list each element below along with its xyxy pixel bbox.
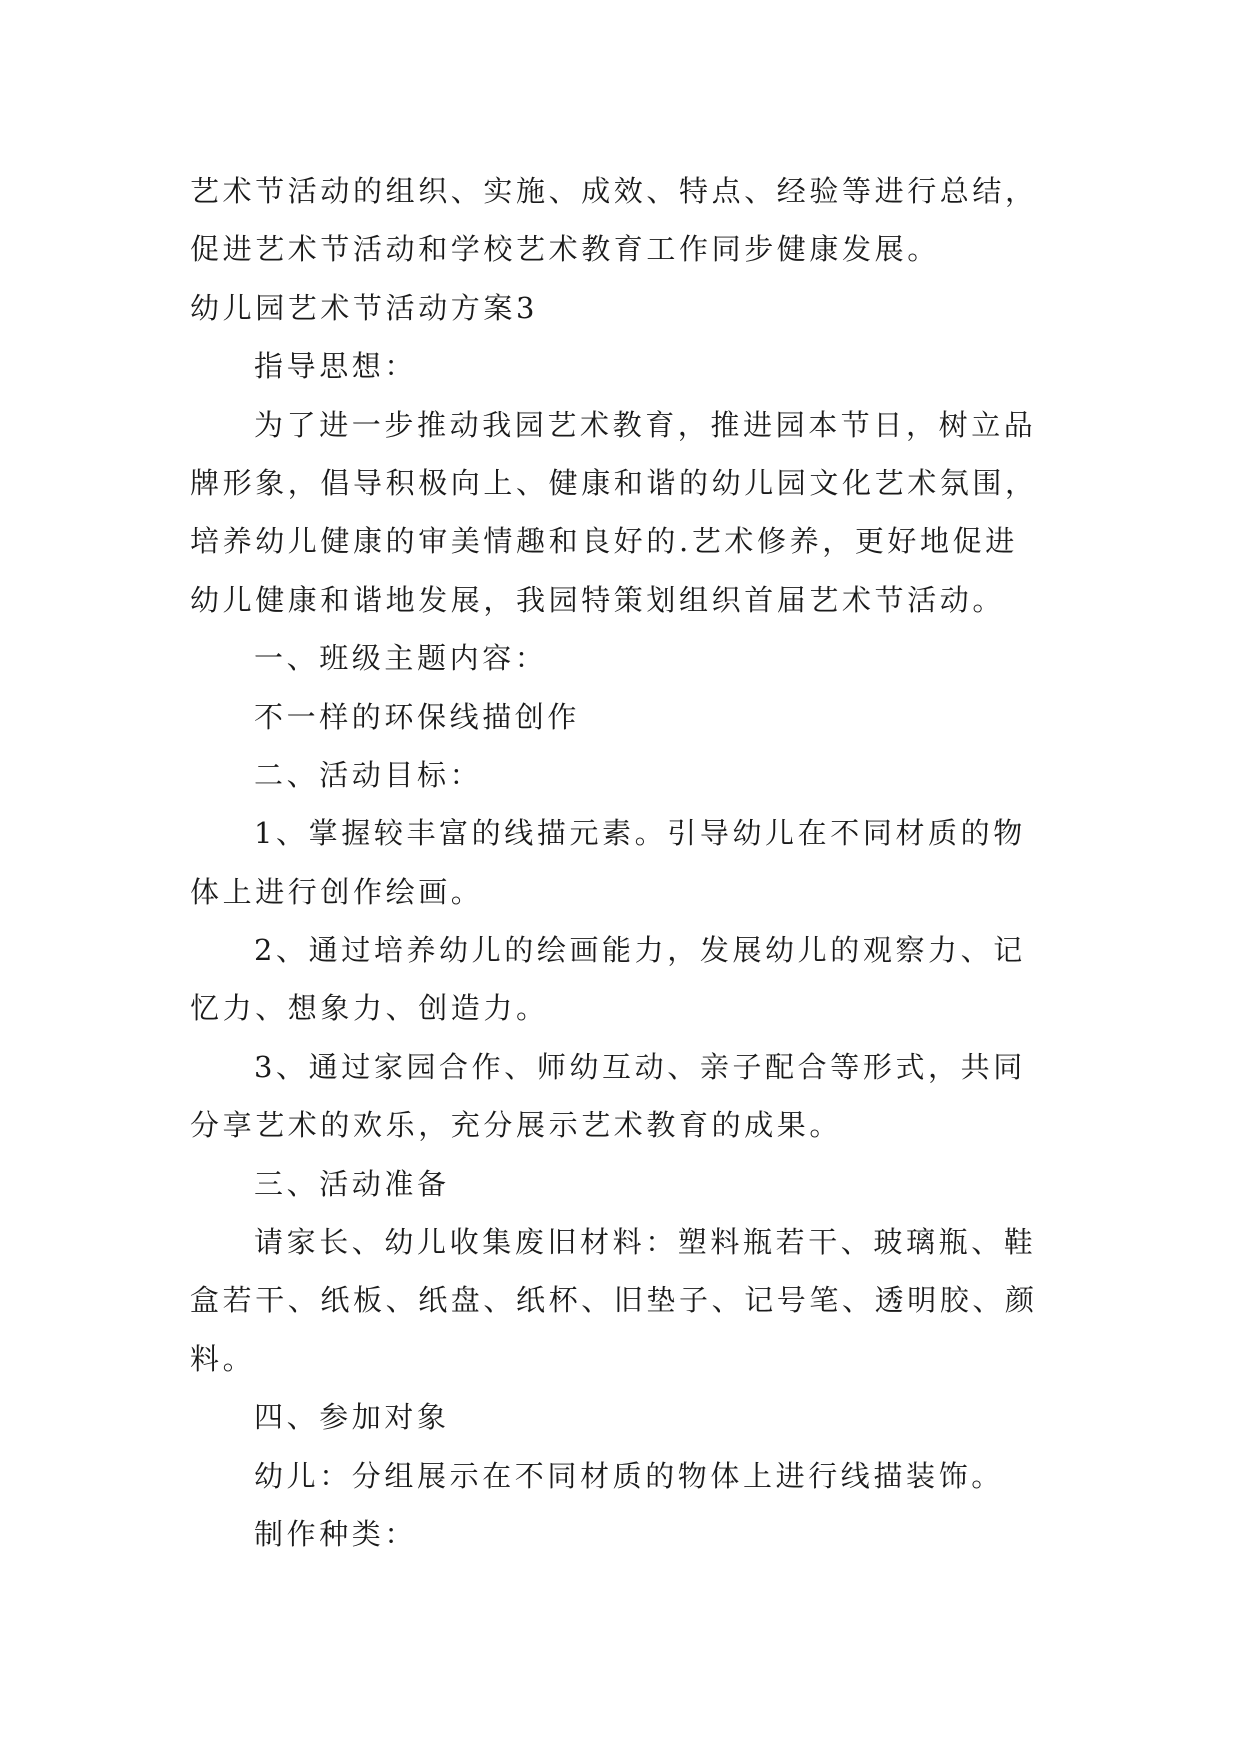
heading-guiding-thought: 指导思想：	[254, 349, 418, 384]
list-item-line: 体上进行创作绘画。	[190, 874, 484, 909]
heading-class-theme: 一、班级主题内容：	[254, 641, 548, 676]
section-title: 幼儿园艺术节活动方案3	[190, 290, 539, 325]
document-body	[190, 162, 1060, 1563]
list-item-line: 2、通过培养幼儿的绘画能力，发展幼儿的观察力、记	[254, 933, 1026, 968]
paragraph-line: 培养幼儿健康的审美情趣和良好的.艺术修养，更好地促进	[190, 524, 1018, 559]
paragraph-line: 为了进一步推动我园艺术教育，推进园本节日，树立品	[254, 407, 1037, 442]
paragraph-line: 不一样的环保线描创作	[254, 699, 581, 734]
heading-production-types: 制作种类：	[254, 1516, 418, 1551]
paragraph-line: 幼儿：分组展示在不同材质的物体上进行线描装饰。	[254, 1458, 1004, 1493]
paragraph-line: 料。	[190, 1341, 256, 1376]
paragraph-line: 盒若干、纸板、纸盘、纸杯、旧垫子、记号笔、透明胶、颜	[190, 1283, 1038, 1318]
paragraph-line: 艺术节活动的组织、实施、成效、特点、经验等进行总结，	[190, 174, 1038, 208]
list-item-line: 3、通过家园合作、师幼互动、亲子配合等形式，共同	[254, 1049, 1026, 1084]
heading-participants: 四、参加对象	[254, 1400, 450, 1435]
paragraph-line: 促进艺术节活动和学校艺术教育工作同步健康发展。	[190, 232, 940, 267]
paragraph-line: 幼儿健康和谐地发展，我园特策划组织首届艺术节活动。	[190, 582, 1006, 617]
paragraph-line: 牌形象，倡导积极向上、健康和谐的幼儿园文化艺术氛围，	[190, 465, 1038, 500]
paragraph-line: 请家长、幼儿收集废旧材料：塑料瓶若干、玻璃瓶、鞋	[254, 1225, 1037, 1260]
heading-activity-goals: 二、活动目标：	[254, 757, 483, 792]
list-item-line: 分享艺术的欢乐，充分展示艺术教育的成果。	[190, 1108, 843, 1143]
list-item-line: 忆力、想象力、创造力。	[190, 991, 549, 1026]
heading-activity-preparation: 三、活动准备	[254, 1166, 450, 1201]
list-item-line: 1、掌握较丰富的线描元素。引导幼儿在不同材质的物	[254, 816, 1026, 851]
